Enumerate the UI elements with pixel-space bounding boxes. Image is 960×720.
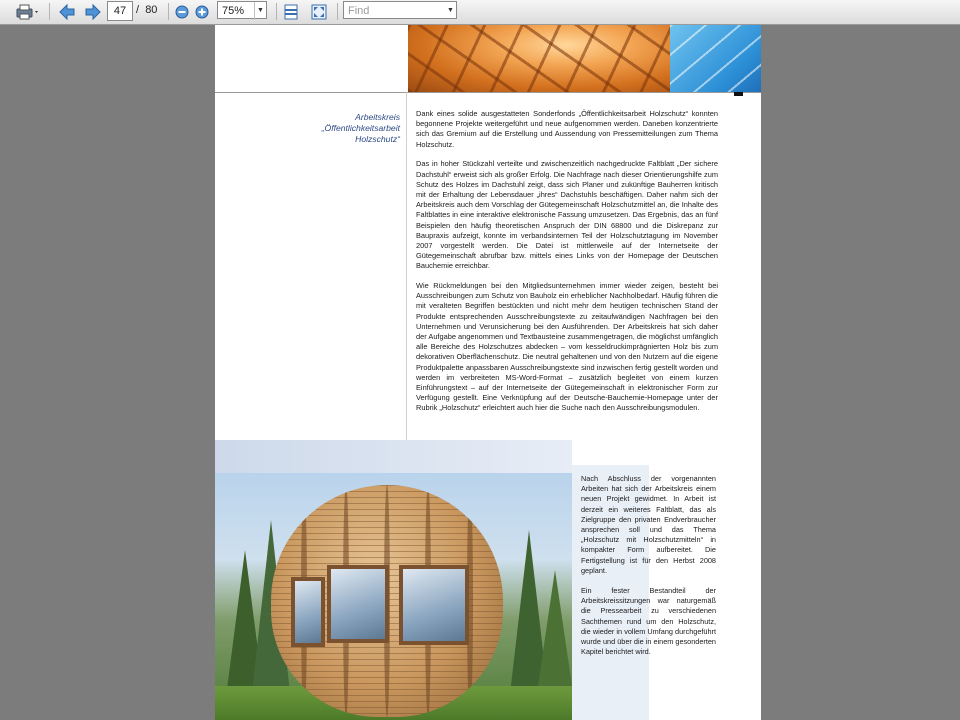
next-page-button[interactable] (83, 2, 103, 21)
fullscreen-button[interactable] (310, 2, 328, 21)
fullscreen-icon (311, 4, 327, 20)
paragraph: Nach Abschluss der vorgenannten Arbeiten hat sich der Arbeitskreis einem neuen Projekt gewidmet. In Arbeit ist derzeit ein weiteres Faltblatt, das als Zielgruppe den privaten Endverbraucher ansprechen soll und das Thema „Holzschutz mit Holzschutzmitteln“ in kompakter Form aufbereitet. Die Fertigstellung ist für den Herbst 2008 geplant. (581, 474, 716, 575)
print-button[interactable] (14, 2, 42, 21)
toolbar-divider (337, 3, 338, 20)
column-divider (406, 92, 407, 442)
paragraph: Das in hoher Stückzahl verteilte und zwischenzeitlich nachgedruckte Faltblatt „Der sichere Dachstuhl“ erweist sich als großer Erfolg. Die Nachfrage nach dieser Orientierungshilfe zum Schutz des Holzes im Dachstuhl zeigt, dass sich Planer und zukünftige Bauherren kritisch mit der Erhaltung der Lebensdauer „ihres“ Dachstuhls beschäftigen. Daher nahm sich der Arbeitskreis auch dem Vorschlag der Gütegemeinschaft Holzschutzmittel an, die Inhalte des Faltblattes in eine interaktive elektronische Fassung umzusetzen. Das Ergebnis, das an fünf Beispielen den häufig theoretischen Anspruch der DIN 68800 und die Diskrepanz zur Baupraxis aufzeigt, konnte im verbandsinternen Teil der Holzschutztagung im November 2007 vorgestellt werden. Die Datei ist mittlerweile auf der Internetseite der Gütegemeinschaft abrufbar bzw. mittels eines Links von der Homepage der Deutschen Bauchemie erreichbar. (416, 159, 718, 271)
fit-page-button[interactable] (282, 2, 300, 21)
wooden-dome-photo (215, 473, 572, 720)
toolbar-divider (276, 3, 277, 20)
toolbar-divider (49, 3, 50, 20)
header-blue-image (670, 25, 761, 92)
header-wood-ceiling-image (408, 25, 670, 92)
viewer-toolbar (0, 0, 960, 25)
toolbar-divider (168, 3, 169, 20)
sidebar-heading (275, 112, 400, 145)
sidebar-heading-line: Holzschutz“ (355, 134, 400, 144)
zoom-select[interactable] (217, 1, 267, 19)
previous-page-icon (58, 3, 76, 21)
find-placeholder: Find (348, 5, 370, 17)
fit-page-icon (283, 4, 299, 20)
zoom-in-icon (195, 5, 209, 19)
print-icon (15, 3, 41, 21)
zoom-value: 75% (222, 5, 245, 17)
main-text (416, 109, 718, 423)
zoom-out-icon (175, 5, 189, 19)
sidebar-heading-line: „Öffentlichkeitsarbeit (321, 123, 400, 133)
dome-structure (271, 485, 503, 717)
header-rule (215, 92, 761, 93)
previous-page-button[interactable] (57, 2, 77, 21)
chevron-down-icon: ▼ (254, 2, 266, 20)
page-number-input[interactable]: 47 (107, 1, 133, 21)
zoom-in-button[interactable] (194, 2, 210, 21)
chevron-down-icon: ▼ (447, 7, 454, 14)
sidebar-heading-line: Arbeitskreis (355, 112, 400, 122)
find-input[interactable] (343, 1, 457, 19)
paragraph: Ein fester Bestandteil der Arbeitskreissitzungen war naturgemäß die Pressearbeit zu verschiedenen Sachthemen rund um den Holzschutz, die wieder in vollem Umfang durchgeführt wurde und über die in einem gesonderten Kapitel berichtet wird. (581, 586, 716, 657)
document-page (215, 25, 761, 720)
paragraph: Wie Rückmeldungen bei den Mitgliedsunternehmen immer wieder zeigen, besteht bei Ausschreibungen zum Schutz von Bauholz ein erheblicher Nachholbedarf. Häufig führen die mit veralteten Begriffen bestückten und nicht mehr dem heutigen technischen Stand der Produkte entsprechenden Ausschreibungstexte zu zeitaufwändigen Nachfragen bei den Unternehmen und Verunsicherung bei den Ausführenden. Der Arbeitskreis hat sich daher der Aufgabe angenommen und Textbausteine zusammengetragen, die möglichst umfänglich alle Bereiche des Holzschutzes abdecken – vom kesseldruckimprägnierten Holz bis zum dekorativen Oberflächenschutz. Die neutral gehaltenen und von den Nutzern auf die eigene Produktpalette anpassbaren Ausschreibungstexte sind inzwischen fertig gestellt worden und werden im verbreiteten MS-Word-Format – zusätzlich begleitet von einem kurzen Einführungstext – auf der Internetseite der Gütegemeinschaft in elektronischer Form zur Verfügung gestellt. Eine Verknüpfung auf der Deutsche-Bauchemie-Homepage unter der Rubrik „Holzschutz“ erleichtert auch hier die Suche nach den Ausschreibungsmodulen. (416, 281, 718, 413)
decorative-band (215, 440, 572, 473)
paragraph: Dank eines solide ausgestatteten Sonderfonds „Öffentlichkeitsarbeit Holzschutz“ konnten begonnene Projekte weitergeführt und neue aufgenommen werden. Daneben konzentrierte sich das Gremium auf die Erstellung und Aussendung von Pressemitteilungen zum Thema Holzschutz. (416, 109, 718, 149)
zoom-out-button[interactable] (174, 2, 190, 21)
header-marker (734, 92, 743, 96)
next-page-icon (84, 3, 102, 21)
page-count: 80 (145, 4, 158, 16)
side-column-text (581, 474, 716, 667)
page-separator: / 80 (136, 4, 158, 16)
